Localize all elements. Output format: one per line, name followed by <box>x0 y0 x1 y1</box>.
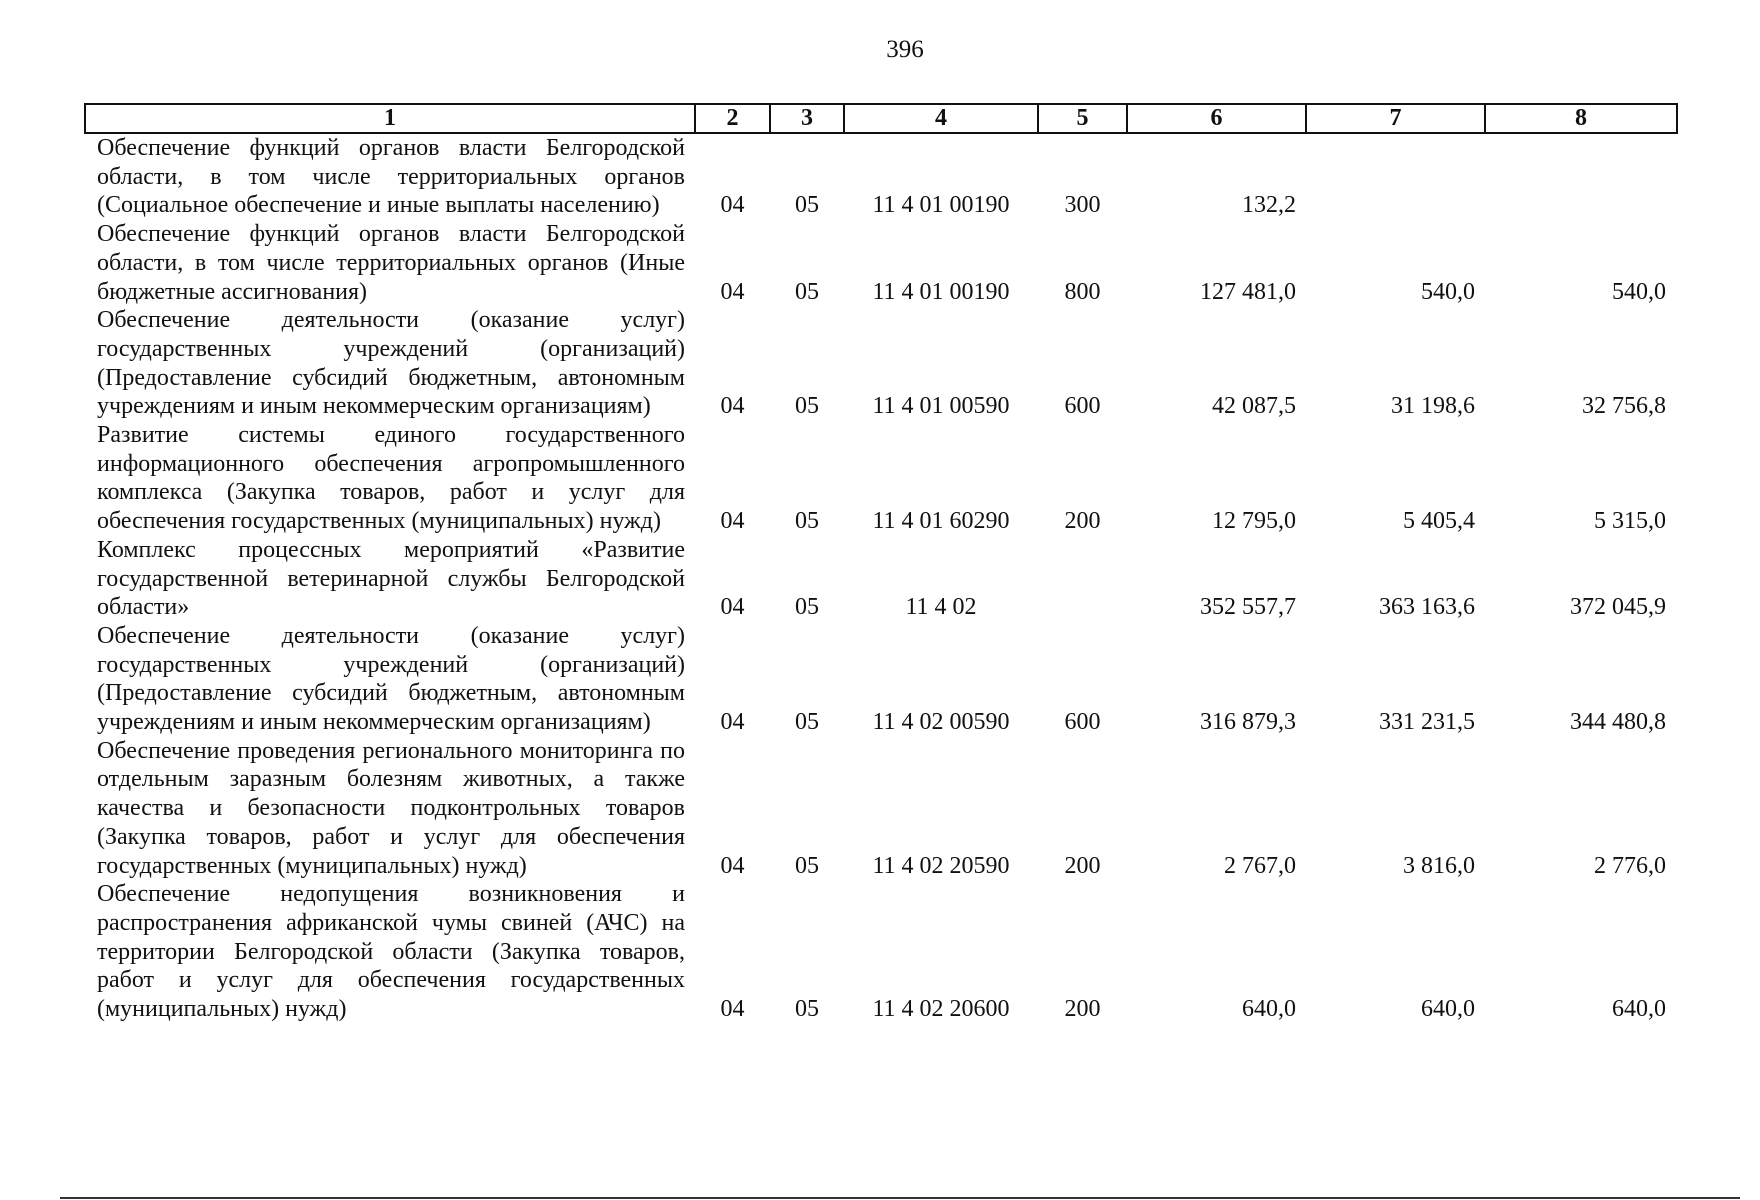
column-header-1: 1 <box>85 104 695 133</box>
row-name: Обеспечение проведения регионального мониторинга по отдельным заразным болезням животных, а также качества и безопасности подконтрольных товаров (Закупка товаров, работ и услуг для обеспечения государственных (муниципальных) нужд) <box>97 737 685 879</box>
row-amount-col7: 640,0 <box>1421 996 1475 1023</box>
row-name: Обеспечение деятельности (оказание услуг) государственных учреждений (организаций) (Предоставление субсидий бюджетным, автономным учреждениям и иным некоммерческим организациям) <box>97 622 685 736</box>
row-name: Обеспечение функций органов власти Белгородской области, в том числе территориальных органов (Социальное обеспечение и иные выплаты населению) <box>97 135 685 219</box>
table-row <box>85 622 1677 737</box>
row-section: 04 <box>720 192 745 219</box>
budget-table <box>84 103 1678 1024</box>
row-section: 04 <box>720 852 745 879</box>
row-name: Обеспечение функций органов власти Белгородской области, в том числе территориальных органов (Иные бюджетные ассигнования) <box>97 221 685 305</box>
row-amount-col8: 32 756,8 <box>1582 393 1666 420</box>
row-section: 04 <box>720 594 745 621</box>
row-amount-col6: 352 557,7 <box>1200 594 1296 621</box>
column-header-6: 6 <box>1127 104 1306 133</box>
row-section: 04 <box>720 709 745 736</box>
row-target-article: 11 4 01 00590 <box>872 393 1010 420</box>
row-amount-col6: 2 767,0 <box>1224 852 1296 879</box>
row-expense-type: 200 <box>1064 852 1101 879</box>
row-section: 04 <box>720 508 745 535</box>
row-target-article: 11 4 02 00590 <box>872 709 1010 736</box>
row-amount-col8: 2 776,0 <box>1594 852 1666 879</box>
row-amount-col6: 640,0 <box>1242 996 1296 1023</box>
row-amount-col6: 127 481,0 <box>1200 278 1296 305</box>
table-header-row <box>85 104 1677 133</box>
row-target-article: 11 4 02 20600 <box>872 996 1010 1023</box>
row-target-article: 11 4 02 20590 <box>872 852 1010 879</box>
row-expense-type: 600 <box>1064 709 1101 736</box>
row-target-article: 11 4 01 60290 <box>872 508 1010 535</box>
row-amount-col8: 640,0 <box>1612 996 1666 1023</box>
row-target-article: 11 4 01 00190 <box>872 192 1010 219</box>
table-row <box>85 737 1677 881</box>
row-expense-type: 200 <box>1064 996 1101 1023</box>
row-subsection: 05 <box>795 852 819 879</box>
row-amount-col8: 5 315,0 <box>1594 508 1666 535</box>
row-name: Развитие системы единого государственного информационного обеспечения агропромышленного комплекса (Закупка товаров, работ и услуг для обеспечения государственных (муниципальных) нужд) <box>97 422 685 535</box>
table-row <box>85 133 1677 220</box>
row-subsection: 05 <box>795 996 819 1023</box>
column-header-7: 7 <box>1306 104 1485 133</box>
row-expense-type: 800 <box>1064 278 1101 305</box>
row-amount-col7: 540,0 <box>1421 278 1475 305</box>
row-amount-col6: 316 879,3 <box>1200 709 1296 736</box>
row-amount-col7: 31 198,6 <box>1391 393 1475 420</box>
row-amount-col6: 42 087,5 <box>1212 393 1296 420</box>
row-amount-col8: 344 480,8 <box>1570 709 1666 736</box>
row-amount-col7: 3 816,0 <box>1403 852 1475 879</box>
row-subsection: 05 <box>795 508 819 535</box>
row-expense-type: 200 <box>1064 508 1101 535</box>
row-subsection: 05 <box>795 709 819 736</box>
row-amount-col7 <box>1306 133 1485 220</box>
row-target-article: 11 4 02 <box>905 594 977 621</box>
row-target-article: 11 4 01 00190 <box>872 278 1010 305</box>
row-expense-type <box>1038 536 1127 622</box>
table-row <box>85 880 1677 1024</box>
row-section: 04 <box>720 393 745 420</box>
table-row <box>85 536 1677 622</box>
row-amount-col6: 12 795,0 <box>1212 508 1296 535</box>
row-amount-col7: 5 405,4 <box>1403 508 1475 535</box>
table-row <box>85 306 1677 421</box>
row-subsection: 05 <box>795 393 819 420</box>
table-row <box>85 421 1677 536</box>
row-section: 04 <box>720 278 745 305</box>
column-header-2: 2 <box>695 104 770 133</box>
row-amount-col7: 331 231,5 <box>1379 709 1475 736</box>
row-subsection: 05 <box>795 278 819 305</box>
row-name: Обеспечение деятельности (оказание услуг) государственных учреждений (организаций) (Предоставление субсидий бюджетным, автономным учреждениям и иным некоммерческим организациям) <box>97 307 685 420</box>
row-name: Обеспечение недопущения возникновения и распространения африканской чумы свиней (АЧС) на территории Белгородской области (Закупка товаров, работ и услуг для обеспечения государственных (муниципальных) нужд) <box>97 881 685 1023</box>
row-amount-col8: 540,0 <box>1612 278 1666 305</box>
row-amount-col8 <box>1485 133 1677 220</box>
row-amount-col6: 132,2 <box>1242 192 1296 219</box>
row-amount-col7: 363 163,6 <box>1379 594 1475 621</box>
row-section: 04 <box>720 996 745 1023</box>
row-subsection: 05 <box>795 594 819 621</box>
row-subsection: 05 <box>795 192 819 219</box>
row-expense-type: 600 <box>1064 393 1101 420</box>
row-amount-col8: 372 045,9 <box>1570 594 1666 621</box>
row-name: Комплекс процессных мероприятий «Развитие государственной ветеринарной службы Белгородской области» <box>97 536 685 621</box>
column-header-4: 4 <box>844 104 1038 133</box>
column-header-3: 3 <box>770 104 844 133</box>
row-expense-type: 300 <box>1064 192 1101 219</box>
page-bottom-divider <box>60 1197 1740 1199</box>
column-header-5: 5 <box>1038 104 1127 133</box>
page-number: 396 <box>886 36 924 63</box>
table-row <box>85 220 1677 306</box>
column-header-8: 8 <box>1485 104 1677 133</box>
